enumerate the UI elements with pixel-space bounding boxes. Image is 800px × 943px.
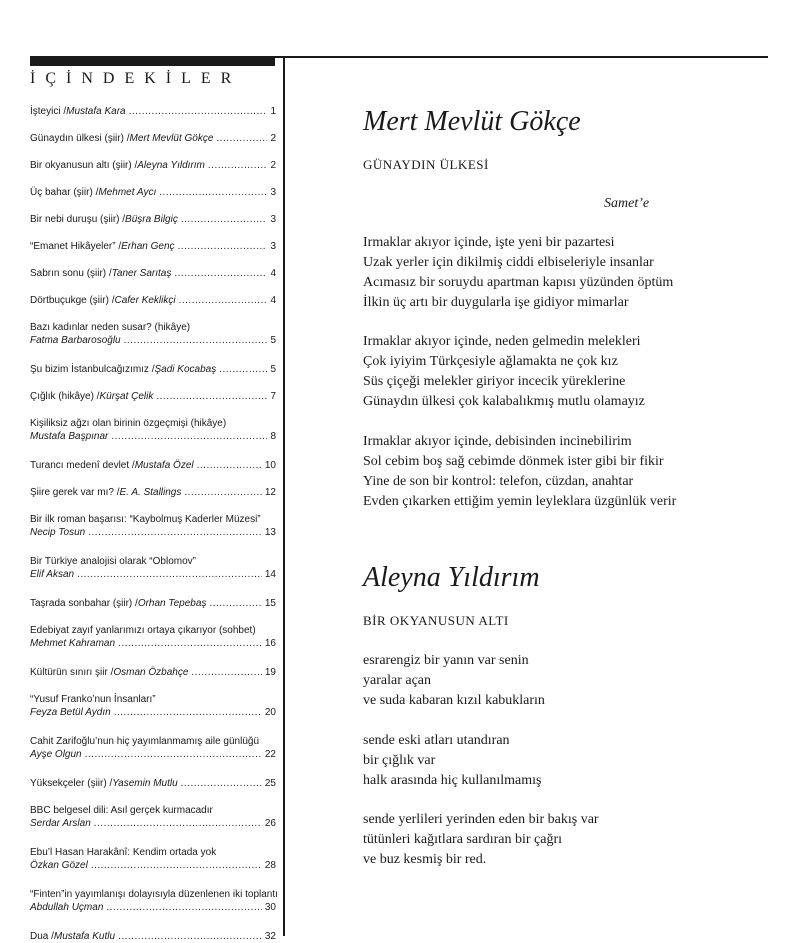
dot-leader: [197, 459, 262, 472]
verse-line: Süs çiçeği melekler giriyor incecik yüreklerine: [363, 374, 626, 389]
poet-name: Aleyna Yıldırım: [363, 562, 540, 593]
toc-entry-page: 4: [270, 295, 276, 306]
toc-entry[interactable]: [30, 417, 276, 443]
toc-entry[interactable]: [30, 267, 276, 280]
toc-entry[interactable]: [30, 363, 276, 376]
toc-entry-title: Şu bizim İstanbulcağızımız /: [30, 364, 155, 375]
poet-name: Mert Mevlüt Gökçe: [363, 106, 581, 137]
toc-entry-page: 10: [264, 460, 276, 471]
toc-entry-page: 8: [270, 431, 276, 442]
dot-leader: [77, 568, 262, 581]
toc-entry-title: Şiire gerek var mı? /: [30, 487, 120, 498]
toc-entry[interactable]: [30, 186, 276, 199]
dot-leader: [85, 748, 262, 761]
toc-entry-page: 28: [264, 860, 276, 871]
toc-entry-title: Dörtbuçukge (şiir) /: [30, 295, 115, 306]
poem-2-stanza-1: [363, 651, 763, 711]
toc-entry-title: Dua /: [30, 931, 54, 942]
toc-entry[interactable]: [30, 846, 276, 872]
dot-leader: [106, 901, 262, 914]
toc-entry-author: Mustafa Özel: [134, 460, 194, 471]
verse-line: Çok iyiyim Türkçesiyle ağlamakta ne çok kız: [363, 354, 618, 369]
toc-entry-author: Abdullah Uçman: [30, 902, 104, 913]
toc-entry-title: Bir ilk roman başarısı: “Kaybolmuş Kaderler Müzesi”: [30, 514, 261, 525]
verse-line: Uzak yerler için dikilmiş ciddi elbiseleriyle insanlar: [363, 255, 654, 270]
toc-entry[interactable]: [30, 513, 276, 539]
toc-entry-title: Edebiyat zayıf yanlarımızı ortaya çıkarıyor (sohbet): [30, 625, 256, 636]
dot-leader: [88, 526, 262, 539]
poem-2-stanza-3: [363, 810, 763, 870]
dot-leader: [219, 363, 267, 376]
toc-entry-author: Erhan Genç: [121, 241, 175, 252]
toc-entry-title: Yüksekçeler (şiir) /: [30, 778, 113, 789]
toc-entry[interactable]: [30, 624, 276, 650]
toc-entry-author: Aleyna Yıldırım: [137, 160, 205, 171]
verse-line: Sol cebim boş sağ cebimde dönmek ister gibi bir fikir: [363, 454, 664, 469]
toc-entry[interactable]: [30, 459, 276, 472]
toc-entry-author: Mustafa Kutlu: [53, 931, 116, 942]
toc-entry-author: Elif Aksan: [30, 569, 75, 580]
toc-entry-title: Çığlık (hikâye) /: [30, 391, 100, 402]
dot-leader: [94, 817, 262, 830]
toc-entry[interactable]: [30, 735, 276, 761]
toc-entry-page: 32: [264, 931, 276, 942]
poem-1-dedication-wrap: [604, 196, 649, 212]
toc-entry-page: 2: [270, 133, 276, 144]
toc-entry-author: Serdar Arslan: [30, 818, 91, 829]
toc-entry-page: 16: [264, 638, 276, 649]
toc-entry-title: Sabrın sonu (şiir) /: [30, 268, 112, 279]
toc-entry[interactable]: [30, 693, 276, 719]
toc-entry[interactable]: [30, 132, 276, 145]
toc-entry-author: Mehmet Aycı: [98, 187, 157, 198]
toc-entry-author: Mert Mevlüt Gökçe: [129, 133, 214, 144]
verse-line: İlkin üç artı bir duygularla işe gidiyor mimarlar: [363, 295, 629, 310]
toc-entry-title: Bazı kadınlar neden susar? (hikâye): [30, 322, 191, 333]
dot-leader: [179, 294, 268, 307]
poem-2-title-wrap: [363, 613, 763, 629]
toc-entry-title: Bir Türkiye analojisi olarak “Oblomov”: [30, 556, 196, 567]
toc-entry-page: 25: [264, 778, 276, 789]
toc-entry[interactable]: [30, 240, 276, 253]
toc-entry-title: İşteyici /: [30, 106, 67, 117]
verse-line: Irmaklar akıyor içinde, işte yeni bir pazartesi: [363, 235, 615, 250]
toc-entry-page: 2: [270, 160, 276, 171]
toc-entry-page: 3: [270, 187, 276, 198]
toc-entry-author: Kürşat Çelik: [99, 391, 154, 402]
poem-title: BİR OKYANUSUN ALTI: [363, 613, 509, 628]
verse-line: Irmaklar akıyor içinde, neden gelmedin melekleri: [363, 334, 641, 349]
toc-entry-title: BBC belgesel dili: Asıl gerçek kurmacadır: [30, 805, 213, 816]
toc-entry[interactable]: [30, 597, 276, 610]
verse-line: Yine de son bir kontrol: telefon, cüzdan, anahtar: [363, 474, 634, 489]
verse-line: tütünleri kağıtlara sardıran bir çağrı: [363, 832, 563, 847]
poem-2-stanza-2: [363, 731, 763, 791]
toc-entry-author: Ayşe Olgun: [30, 749, 82, 760]
dot-leader: [156, 390, 267, 403]
toc-entry-page: 30: [264, 902, 276, 913]
verse-line: Acımasız bir soruydu apartman kapısı yüzünden öptüm: [363, 275, 674, 290]
toc-entry-author: Mehmet Kahraman: [30, 638, 116, 649]
toc-entry[interactable]: [30, 486, 276, 499]
toc-entry-page: 3: [270, 241, 276, 252]
toc-entry[interactable]: [30, 777, 276, 790]
verse-line: ve buz kesmiş bir red.: [363, 852, 487, 867]
toc-entry-title: Üç bahar (şiir) /: [30, 187, 99, 198]
toc-entry-page: 7: [270, 391, 276, 402]
toc-entry-page: 20: [264, 707, 276, 718]
dot-leader: [118, 637, 262, 650]
dot-leader: [178, 240, 268, 253]
poem-1-stanza-3: [363, 432, 763, 512]
toc-entry[interactable]: [30, 294, 276, 307]
toc-entry-page: 22: [264, 749, 276, 760]
toc-entry[interactable]: [30, 666, 276, 679]
poem-2: [363, 562, 763, 594]
toc-entry-author: Necip Tosun: [30, 527, 86, 538]
toc-entry[interactable]: [30, 321, 276, 347]
verse-line: Irmaklar akıyor içinde, debisinden incinebilirim: [363, 434, 632, 449]
dot-leader: [114, 706, 262, 719]
toc-entry[interactable]: [30, 213, 276, 226]
column-divider: [283, 56, 285, 936]
dot-leader: [159, 186, 267, 199]
toc-entry-title: Bir okyanusun altı (şiir) /: [30, 160, 138, 171]
toc-entry-title: “Yusuf Franko’nun İnsanları”: [30, 694, 156, 705]
verse-line: ve suda kabaran kızıl kabukların: [363, 693, 545, 708]
toc-entry-page: 5: [270, 364, 276, 375]
dot-leader: [181, 777, 262, 790]
toc-entry-title: Cahit Zarifoğlu’nun hiç yayımlanmamış aile günlüğü: [30, 736, 260, 747]
dot-leader: [91, 859, 262, 872]
toc-entry-page: 26: [264, 818, 276, 829]
verse-line: halk arasında hiç kullanılmamış: [363, 773, 542, 788]
toc-entry-page: 4: [270, 268, 276, 279]
poem-1-title-wrap: [363, 157, 763, 173]
toc-entry-author: Mustafa Başpınar: [30, 431, 109, 442]
poem-1-body: [363, 233, 763, 313]
toc-title: İÇİNDEKİLER: [30, 70, 242, 87]
verse-line: bir çığlık var: [363, 753, 436, 768]
toc-entry-page: 1: [270, 106, 276, 117]
toc-entry[interactable]: [30, 555, 276, 581]
toc-entry-page: 13: [264, 527, 276, 538]
toc-entry-title: “Emanet Hikâyeler” /: [30, 241, 122, 252]
toc-entry-author: Orhan Tepebaş: [137, 598, 207, 609]
poem-1-stanza-2: [363, 332, 763, 412]
toc-entry-title: Ebu’l Hasan Harakânî: Kendim ortada yok: [30, 847, 217, 858]
toc-entry[interactable]: [30, 888, 276, 914]
toc-entry-author: Feyza Betül Aydın: [30, 707, 111, 718]
toc-entry[interactable]: [30, 105, 276, 118]
toc-entry[interactable]: [30, 390, 276, 403]
verse-line: yaralar açan: [363, 673, 431, 688]
toc-entry-author: Büşra Bilgiç: [125, 214, 178, 225]
dot-leader: [181, 213, 268, 226]
toc-header-bar: [30, 57, 275, 66]
dot-leader: [111, 430, 267, 443]
toc-entry-title: Taşrada sonbahar (şiir) /: [30, 598, 138, 609]
toc-entry-title: Turancı medenî devlet /: [30, 460, 135, 471]
verse-line: sende yerlileri yerinden eden bir bakış var: [363, 812, 599, 827]
verse-line: Günaydın ülkesi çok kalabalıkmış mutlu olamayız: [363, 394, 645, 409]
toc-entry-author: Mustafa Kara: [66, 106, 126, 117]
toc-entry-page: 19: [264, 667, 276, 678]
toc-entry[interactable]: [30, 804, 276, 830]
toc-entry-page: 12: [264, 487, 276, 498]
dot-leader: [191, 666, 261, 679]
toc-entry-title: Bir nebi duruşu (şiir) /: [30, 214, 126, 225]
poem-title: GÜNAYDIN ÜLKESİ: [363, 157, 489, 172]
toc-entry-author: Yasemin Mutlu: [112, 778, 178, 789]
toc-entry[interactable]: [30, 930, 276, 943]
toc-entry-page: 15: [264, 598, 276, 609]
toc-entry-author: Cafer Keklikçi: [114, 295, 176, 306]
toc-entry-title: Kültürün sınırı şiir /: [30, 667, 114, 678]
poem-dedication: Samet’e: [604, 196, 650, 211]
toc-entry-author: Fatma Barbarosoğlu: [30, 335, 121, 346]
dot-leader: [174, 267, 267, 280]
toc-entry-title: Günaydın ülkesi (şiir) /: [30, 133, 130, 144]
toc-entry-page: 3: [270, 214, 276, 225]
toc-entry-title: “Finten”in yayımlanışı dolayısıyla düzenlenen iki toplantı: [30, 889, 278, 900]
toc-entry-page: 5: [270, 335, 276, 346]
toc-entry-author: E. A. Stallings: [119, 487, 182, 498]
dot-leader: [129, 105, 268, 118]
verse-line: esrarengiz bir yanın var senin: [363, 653, 529, 668]
dot-leader: [184, 486, 262, 499]
toc-entry-page: 14: [264, 569, 276, 580]
toc-entry-author: Taner Sarıtaş: [111, 268, 172, 279]
toc-entry-author: Özkan Gözel: [30, 860, 88, 871]
dot-leader: [118, 930, 262, 943]
verse-line: Evden çıkarken ettiğim yemin leyleklara üzgünlük verir: [363, 494, 677, 509]
dot-leader: [124, 334, 268, 347]
toc-entry-title: Kişiliksiz ağzı olan birinin özgeçmişi (hikâye): [30, 418, 227, 429]
dot-leader: [209, 597, 261, 610]
toc-entry-author: Şadi Kocabaş: [154, 364, 217, 375]
dot-leader: [208, 159, 268, 172]
toc-entry-author: Osman Özbahçe: [113, 667, 189, 678]
poem-1: [363, 106, 763, 138]
dot-leader: [216, 132, 267, 145]
verse-line: sende eski atları utandıran: [363, 733, 510, 748]
toc-entry[interactable]: [30, 159, 276, 172]
